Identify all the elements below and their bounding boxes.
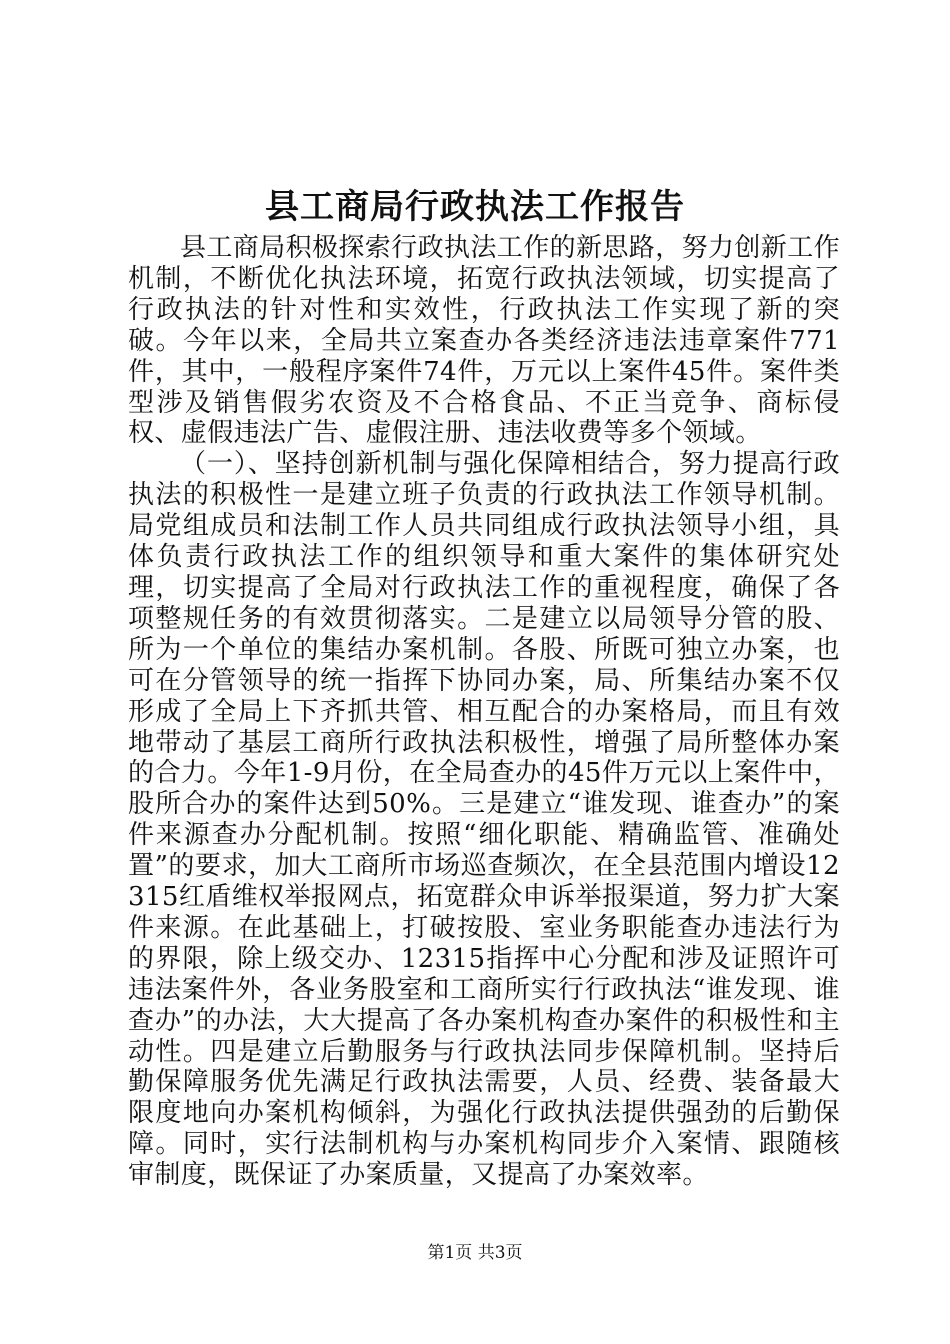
- document-body: [128, 233, 840, 1191]
- paragraph-intro: 县工商局积极探索行政执法工作的新思路，努力创新工作机制，不断优化执法环境，拓宽行政执法领域，切实提高了行政执法的针对性和实效性，行政执法工作实现了新的突破。今年以来，全局共立案查办各类经济违法违章案件771件，其中，一般程序案件74件，万元以上案件45件。案件类型涉及销售假劣农资及不合格食品、不正当竞争、商标侵权、虚假违法广告、虚假注册、违法收费等多个领域。: [128, 233, 841, 449]
- paragraph-section-1: （一）、坚持创新机制与强化保障相结合，努力提高行政执法的积极性一是建立班子负责的行政执法工作领导机制。局党组成员和法制工作人员共同组成行政执法领导小组，具体负责行政执法工作的组织领导和重大案件的集体研究处理，切实提高了全局对行政执法工作的重视程度，确保了各项整规任务的有效贯彻落实。二是建立以局领导分管的股、所为一个单位的集结办案机制。各股、所既可独立办案，也可在分管领导的统一指挥下协同办案，局、所集结办案不仅形成了全局上下齐抓共管、相互配合的办案格局，而且有效地带动了基层工商所行政执法积极性，增强了局所整体办案的合力。今年1-9月份，在全局查办的45件万元以上案件中，股所合办的案件达到50%。三是建立“谁发现、谁查办”的案件来源查办分配机制。按照“细化职能、精确监管、准确处置”的要求，加大工商所市场巡查频次，在全县范围内增设12315红盾维权举报网点，拓宽群众申诉举报渠道，努力扩大案件来源。在此基础上，打破按股、室业务职能查办违法行为的界限，除上级交办、12315指挥中心分配和涉及证照许可违法案件外，各业务股室和工商所实行行政执法“谁发现、谁查办”的办法，大大提高了各办案机构查办案件的积极性和主动性。四是建立后勤服务与行政执法同步保障机制。坚持后勤保障服务优先满足行政执法需要，人员、经费、装备最大限度地向办案机构倾斜，为强化行政执法提供强劲的后勤保障。同时，实行法制机构与办案机构同步介入案情、跟随核审制度，既保证了办案质量，又提高了办案效率。: [128, 449, 840, 1191]
- page-number-footer: 第1页 共3页: [427, 1243, 523, 1263]
- document-title: 县工商局行政执法工作报告: [265, 187, 685, 227]
